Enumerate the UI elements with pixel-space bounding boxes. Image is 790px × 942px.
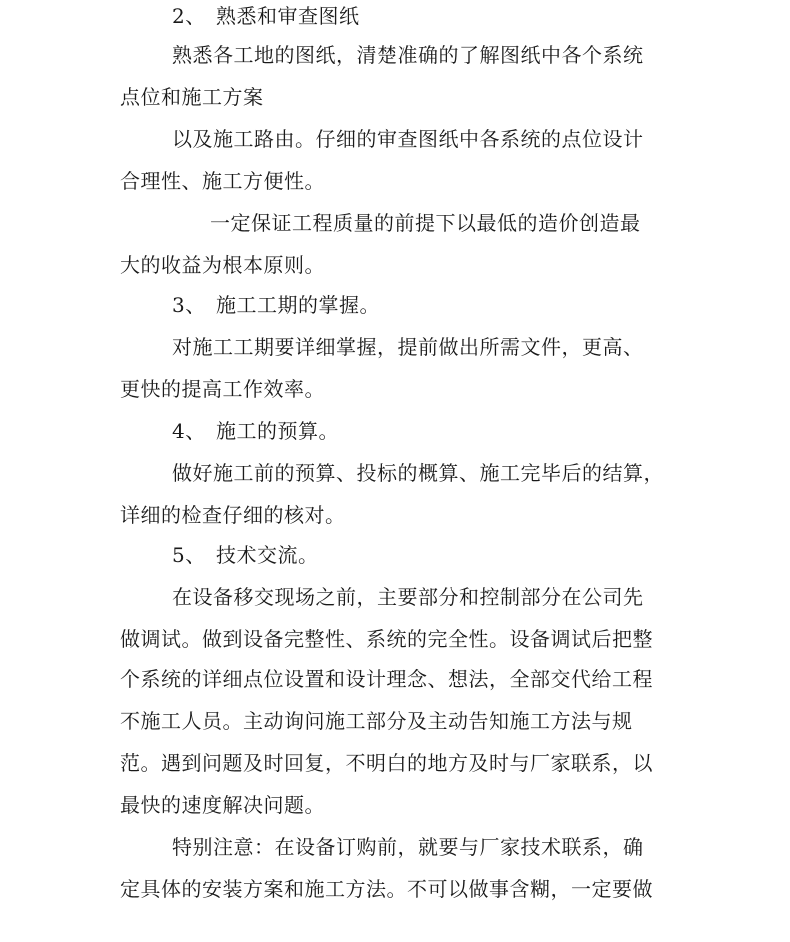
paragraph-line: 对施工工期要详细掌握，提前做出所需文件，更高、 [172,335,644,359]
section-title: 熟悉和审查图纸 [216,4,360,28]
paragraph-line: 特别注意：在设备订购前，就要与厂家技术联系，确 [172,835,644,859]
paragraph-line: 大的收益为根本原则。 [120,253,325,277]
paragraph-line: 一定保证工程质量的前提下以最低的造价创造最 [210,211,641,235]
paragraph-line: 以及施工路由。仔细的审查图纸中各系统的点位设计 [172,127,644,151]
section-number: 5、 [172,543,206,567]
paragraph-line: 个系统的详细点位设置和设计理念、想法，全部交代给工程 [120,667,653,691]
section-number: 3、 [172,293,206,317]
section-number: 4、 [172,419,206,443]
paragraph-line: 合理性、施工方便性。 [120,169,325,193]
paragraph-line: 点位和施工方案 [120,85,264,109]
section-title: 施工的预算。 [216,419,339,443]
paragraph-line: 在设备移交现场之前，主要部分和控制部分在公司先 [172,585,644,609]
paragraph-line: 做调试。做到设备完整性、系统的完全性。设备调试后把整 [120,627,653,651]
paragraph-line: 不施工人员。主动询问施工部分及主动告知施工方法与规 [120,709,633,733]
paragraph-line: 更快的提高工作效率。 [120,377,325,401]
paragraph-line: 定具体的安装方案和施工方法。不可以做事含糊，一定要做 [120,877,653,901]
paragraph-line: 范。遇到问题及时回复，不明白的地方及时与厂家联系，以 [120,751,653,775]
paragraph-line: 最快的速度解决问题。 [120,793,325,817]
paragraph-line: 详细的检查仔细的核对。 [120,503,346,527]
section-2-heading [172,2,732,30]
section-title: 技术交流。 [216,543,319,567]
section-5-heading [172,541,732,569]
section-4-heading [172,417,732,445]
section-3-heading [172,291,732,319]
section-number: 2、 [172,4,206,28]
section-title: 施工工期的掌握。 [216,293,380,317]
paragraph-line: 熟悉各工地的图纸，清楚准确的了解图纸中各个系统 [172,43,644,67]
paragraph-line: 做好施工前的预算、投标的概算、施工完毕后的结算， [172,461,664,485]
